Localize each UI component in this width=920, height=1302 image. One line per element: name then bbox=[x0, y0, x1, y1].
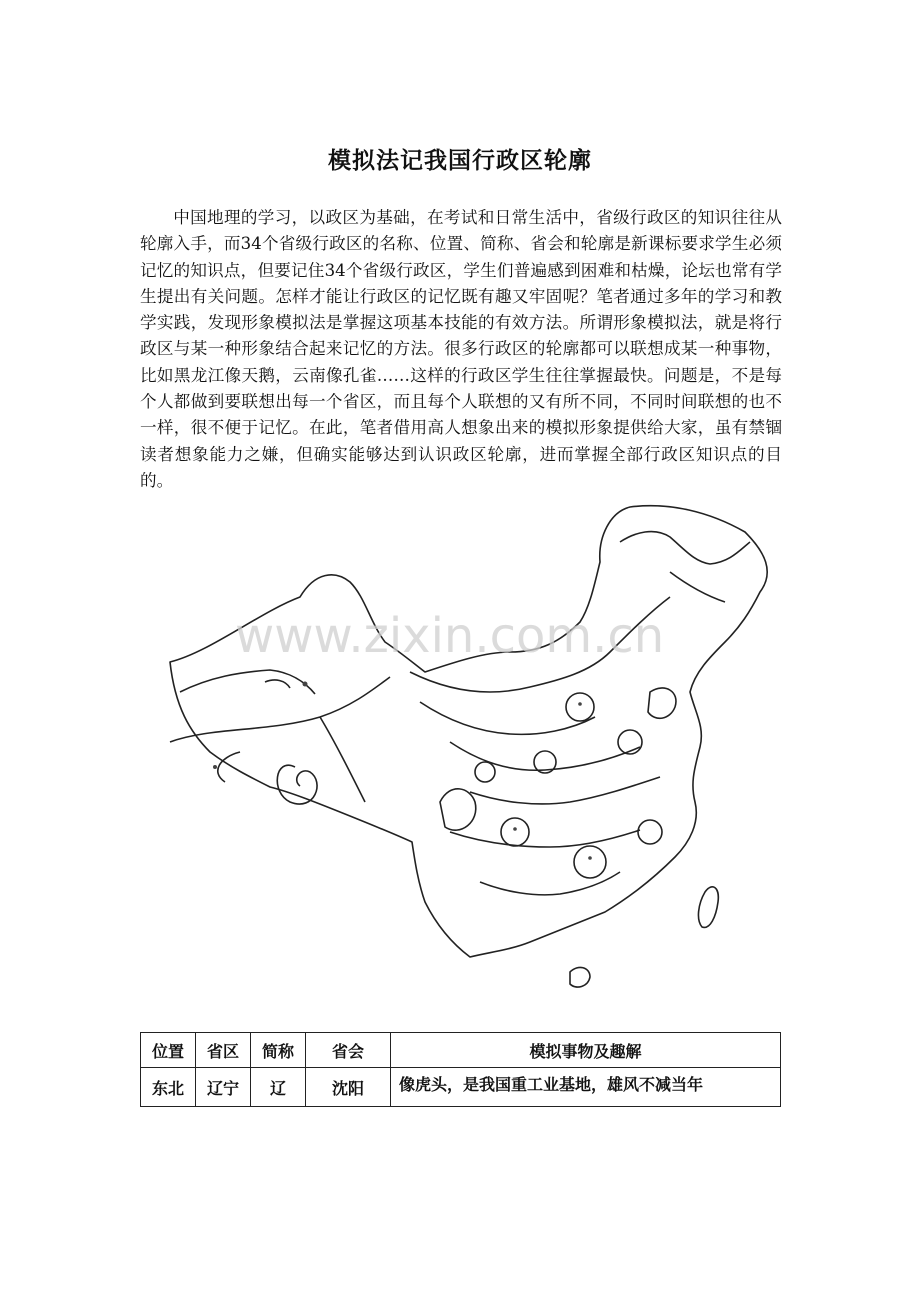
cell-position: 东北 bbox=[141, 1068, 196, 1107]
cell-description: 像虎头，是我国重工业基地，雄风不减当年 bbox=[391, 1068, 781, 1107]
header-province: 省区 bbox=[196, 1033, 251, 1068]
header-capital: 省会 bbox=[306, 1033, 391, 1068]
cell-abbr: 辽 bbox=[251, 1068, 306, 1107]
document-title: 模拟法记我国行政区轮廓 bbox=[328, 148, 592, 174]
taiwan-outline bbox=[698, 887, 718, 928]
china-animal-map-illustration bbox=[150, 502, 790, 1002]
hainan-outline bbox=[570, 967, 590, 987]
country-outline bbox=[170, 506, 767, 957]
cell-capital: 沈阳 bbox=[306, 1068, 391, 1107]
header-position: 位置 bbox=[141, 1033, 196, 1068]
province-table bbox=[140, 1032, 781, 1107]
intro-paragraph: 中国地理的学习，以政区为基础，在考试和日常生活中，省级行政区的知识往往从轮廓入手，而34个省级行政区的名称、位置、简称、省会和轮廓是新课标要求学生必须记忆的知识点，但要记住34个省级行政区，学生们普遍感到困难和枯燥，论坛也常有学生提出有关问题。怎样才能让行政区的记忆既有趣又牢固呢？笔者通过多年的学习和教学实践，发现形象模拟法是掌握这项基本技能的有效方法。所谓形象模拟法，就是将行政区与某一种形象结合起来记忆的方法。很多行政区的轮廓都可以联想成某一种事物，比如黑龙江像天鹅，云南像孔雀……这样的行政区学生往往掌握最快。问题是，不是每个人都做到要联想出每一个省区，而且每个人联想的又有所不同，不同时间联想的也不一样，很不便于记忆。在此，笔者借用高人想象出来的模拟形象提供给大家，虽有禁锢读者想象能力之嫌，但确实能够达到认识政区轮廓，进而掌握全部行政区知识点的目的。 bbox=[140, 208, 782, 490]
table-row bbox=[141, 1068, 781, 1107]
table-header-row bbox=[141, 1033, 781, 1068]
header-abbr: 简称 bbox=[251, 1033, 306, 1068]
watermark-text: www.zixin.com.cn bbox=[235, 608, 665, 664]
header-description: 模拟事物及趣解 bbox=[391, 1033, 781, 1068]
cell-province: 辽宁 bbox=[196, 1068, 251, 1107]
map-drawing bbox=[150, 502, 790, 1002]
